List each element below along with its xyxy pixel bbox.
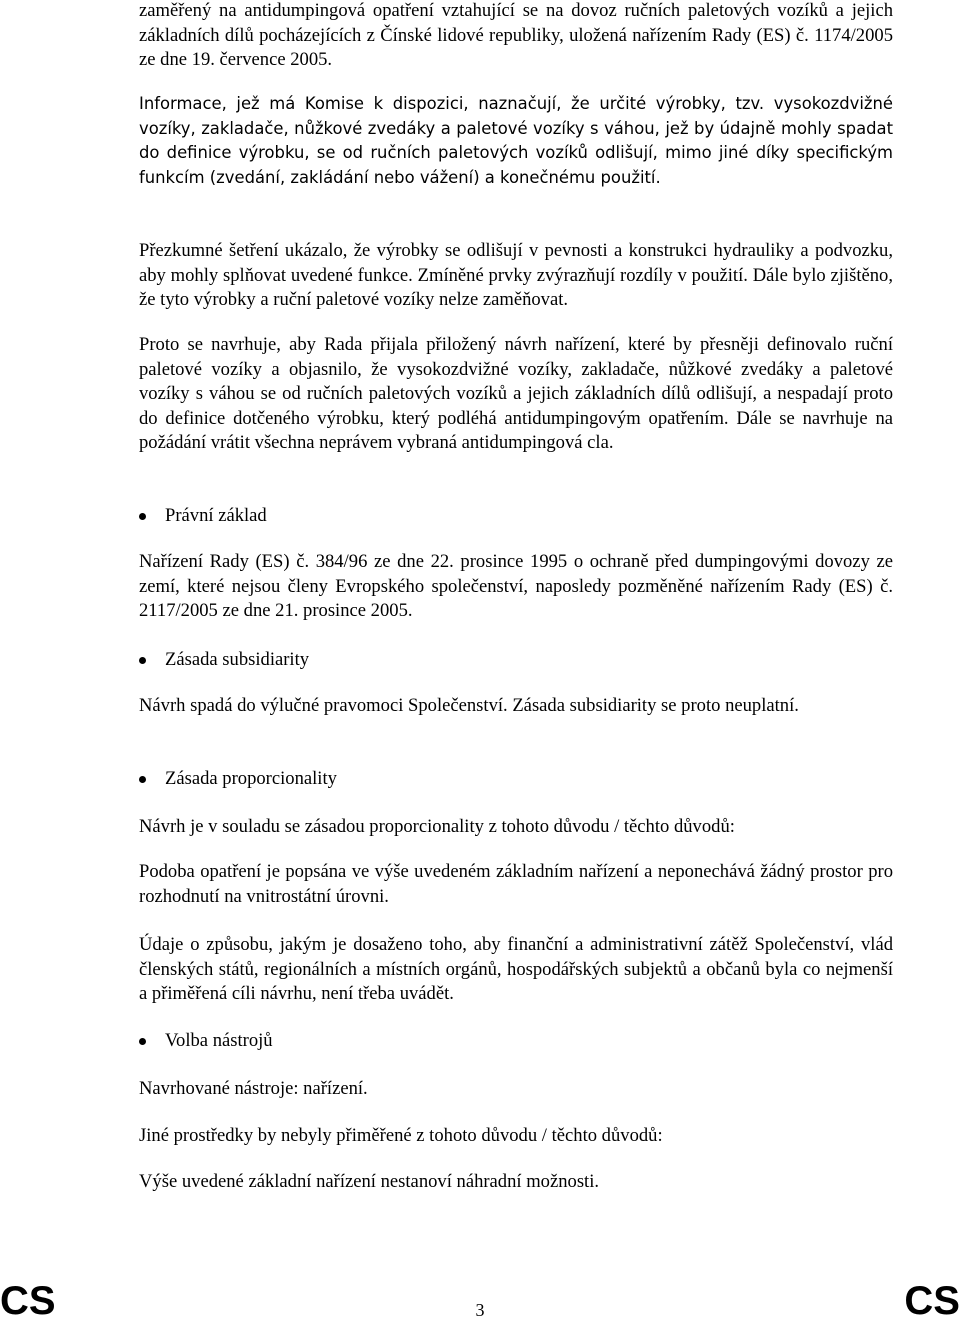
page-number: 3	[475, 1300, 485, 1320]
paragraph-proposed-instruments: Navrhované nástroje: nařízení.	[139, 1078, 368, 1099]
footer-language-code-left: CS	[0, 1279, 56, 1323]
paragraph-review-investigation: Přezkumné šetření ukázalo, že výrobky se odlišují v pevnosti a konstrukci hydrauliky a podvozku, aby mohly splňovat uvedené funkce. Zmíněné prvky zvýrazňují rozdíly v použití. Dále bylo zjištěno, že tyto výrobky a ruční paletové vozíky nelze zaměňovat.	[139, 240, 893, 310]
paragraph-burden: Údaje o způsobu, jakým je dosaženo toho, aby finanční a administrativní zátěž Společenství, vlád členských států, regionálních a místních orgánů, hospodářských subjektů a občanů byla co nejmenší a přiměřená cíli návrhu, není třeba uvádět.	[139, 934, 893, 1004]
paragraph-other-means: Jiné prostředky by nebyly přiměřené z tohoto důvodu / těchto důvodů:	[139, 1125, 663, 1146]
paragraph-commission-information: Informace, jež má Komise k dispozici, naznačují, že určité výrobky, tzv. vysokozdvižné vozíky, zakladače, nůžkové zvedáky a paletové vozíky s váhou, jež by údajně mohly spadat do definice výrobku, se od ručních paletových vozíků odlišují, mimo jiné díky specifickým funkcím (zvedání, zakládání nebo vážení) a konečnému použití.	[139, 94, 893, 187]
paragraph-no-alternatives: Výše uvedené základní nařízení nestanoví náhradní možnosti.	[139, 1171, 600, 1192]
paragraph-subsidiarity: Návrh spadá do výlučné pravomoci Společenství. Zásada subsidiarity se proto neuplatní.	[139, 695, 799, 716]
bullet-dot-icon	[139, 657, 146, 664]
bullet-label: Volba nástrojů	[165, 1030, 273, 1051]
bullet-dot-icon	[139, 513, 146, 520]
paragraph-proposal: Proto se navrhuje, aby Rada přijala přiložený návrh nařízení, které by přesněji definovalo ruční paletové vozíky a objasnilo, že vysokozdvižné vozíky, zakladače, nůžkové zvedáky a paletové vozíky s váhou se od ručních paletových vozíků a jejich základních dílů odlišují, a nespadají proto do definice dotčeného výrobku, který podléhá antidumpingovým opatřením. Dále se navrhuje na požádání vrátit všechna neprávem vybraná antidumpingová cla.	[139, 334, 893, 453]
footer-language-code-right: CS	[904, 1279, 960, 1323]
bullet-label: Právní základ	[165, 505, 267, 526]
paragraph-legal-basis: Nařízení Rady (ES) č. 384/96 ze dne 22. prosince 1995 o ochraně před dumpingovými dovozy ze zemí, které nejsou členy Evropského společenství, naposledy pozměněné nařízením Rady (ES) č. 2117/2005 ze dne 21. prosince 2005.	[139, 551, 893, 621]
bullet-label: Zásada proporcionality	[165, 768, 337, 789]
bullet-dot-icon	[139, 776, 146, 783]
bullet-label: Zásada subsidiarity	[165, 649, 310, 670]
paragraph-measure-form: Podoba opatření je popsána ve výše uvedeném základním nařízení a neponechává žádný prostor pro rozhodnutí na vnitrostátní úrovni.	[139, 861, 893, 907]
bullet-dot-icon	[139, 1038, 146, 1045]
paragraph-proportionality-intro: Návrh je v souladu se zásadou proporcionality z tohoto důvodu / těchto důvodů:	[139, 816, 735, 837]
paragraph-intro-continuation: zaměřený na antidumpingová opatření vztahující se na dovoz ručních paletových vozíků a jejich základních dílů pocházejících z Čínské lidové republiky, uložená nařízením Rady (ES) č. 1174/2005 ze dne 19. července 2005.	[139, 0, 893, 70]
